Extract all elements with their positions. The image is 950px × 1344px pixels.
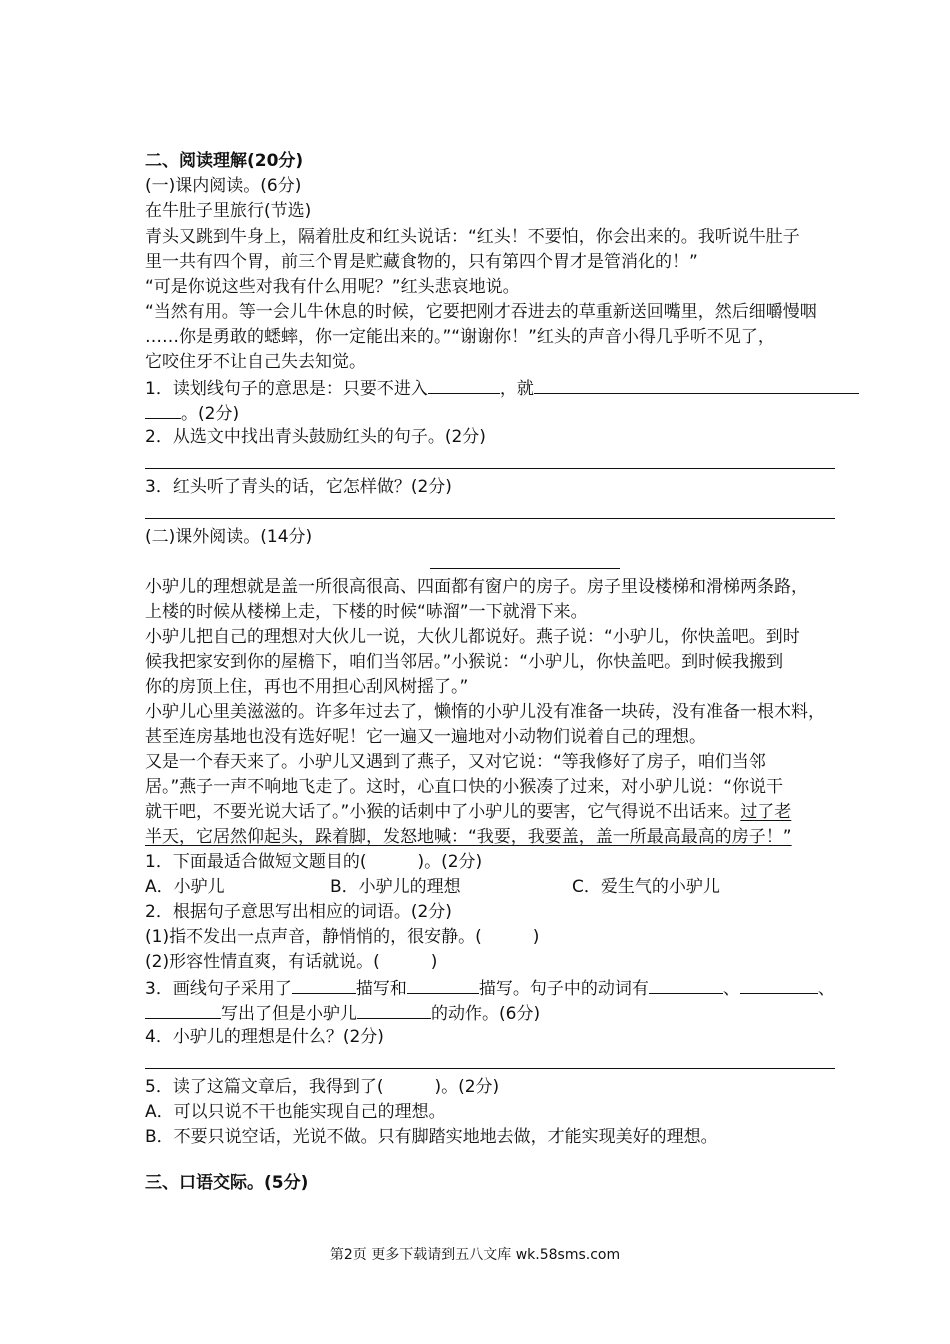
passage2-p2-line3: 你的房顶上住，再也不用担心刮风树摇了。” xyxy=(145,677,469,697)
passage2-p2-line2: 候我把家安到你的屋檐下，咱们当邻居。”小猴说：“小驴儿，你快盖吧。到时候我搬到 xyxy=(145,652,784,672)
passage2-p4-line1: 又是一个春天来了。小驴儿又遇到了燕子，又对它说：“等我修好了房子，咱们当邻 xyxy=(145,752,766,772)
part2-question2-item1: (1)指不发出一点声音，静悄悄的，很安静。( ) xyxy=(145,927,540,947)
underlined-sentence: 半天，它居然仰起头，跺着脚，发怒地喊：“我要，我要盖，盖一所最高最高的房子！” xyxy=(145,827,792,847)
answer-line[interactable] xyxy=(145,518,835,519)
part2-q3-text-d: 、 xyxy=(722,979,740,999)
part2-q1-option-a[interactable]: A．小驴儿 xyxy=(145,877,225,897)
answer-line[interactable] xyxy=(145,1068,835,1069)
page-footer: 第2页 更多下载请到五八文库 wk.58sms.com xyxy=(329,1247,621,1263)
part2-question2: 2．根据句子意思写出相应的词语。(2分) xyxy=(145,902,452,922)
passage2-p4-line3-text: 就干吧，不要光说大话了。”小猴的话刺中了小驴儿的要害，它气得说不出话来。 xyxy=(145,802,741,822)
part2-q3-text-f: 写出了但是小驴儿 xyxy=(221,1004,357,1024)
answer-blank[interactable] xyxy=(357,1001,431,1019)
passage1-para3-line3: 它咬住牙不让自己失去知觉。 xyxy=(145,352,366,372)
passage2-p2-line1: 小驴儿把自己的理想对大伙儿一说，大伙儿都说好。燕子说：“小驴儿，你快盖吧。到时 xyxy=(145,627,800,647)
part1-q1-text-c: 。(2分) xyxy=(181,404,240,424)
part2-question5: 5．读了这篇文章后，我得到了( )。(2分) xyxy=(145,1077,500,1097)
title-blank[interactable] xyxy=(430,568,620,569)
part1-q1-text-a: 1．读划线句子的意思是：只要不进入 xyxy=(145,379,428,399)
answer-blank[interactable] xyxy=(649,976,723,994)
part2-q3-text-a: 3．画线句子采用了 xyxy=(145,979,292,999)
passage1-para1-line2: 里一共有四个胃，前三个胃是贮藏食物的，只有第四个胃才是管消化的！” xyxy=(145,252,698,272)
part2-question1: 1．下面最适合做短文题目的( )。(2分) xyxy=(145,852,483,872)
passage2-p4-line3 xyxy=(145,801,791,823)
answer-blank[interactable] xyxy=(534,376,859,394)
part1-question1-cont xyxy=(145,401,239,425)
answer-blank[interactable] xyxy=(292,976,356,994)
passage1-para3-line1: “当然有用。等一会儿牛休息的时候，它要把刚才吞进去的草重新送回嘴里，然后细嚼慢咽 xyxy=(145,302,817,322)
part2-label: (二)课外阅读。(14分) xyxy=(145,527,313,547)
passage2-p1-line1: 小驴儿的理想就是盖一所很高很高、四面都有窗户的房子。房子里设楼梯和滑梯两条路， xyxy=(145,577,808,597)
part2-question3-cont xyxy=(145,1001,540,1025)
passage1-para3-line2: ……你是勇敢的蟋蟀，你一定能出来的。”“谢谢你！”红头的声音小得几乎听不见了， xyxy=(145,327,775,347)
part2-q3-text-b: 描写和 xyxy=(355,979,407,999)
part1-label: (一)课内阅读。(6分) xyxy=(145,176,302,196)
passage2-p1-line2: 上楼的时候从楼梯上走，下楼的时候“哧溜”一下就滑下来。 xyxy=(145,602,588,622)
passage2-p3-line2: 甚至连房基地也没有选好呢！它一遍又一遍地对小动物们说着自己的理想。 xyxy=(145,727,706,747)
part2-q1-option-c[interactable]: C．爱生气的小驴儿 xyxy=(572,877,720,897)
answer-blank[interactable] xyxy=(428,376,500,394)
section3-heading: 三、口语交际。(5分) xyxy=(145,1173,309,1193)
part2-q3-text-g: 的动作。(6分) xyxy=(431,1004,541,1024)
part2-question2-item2: (2)形容性情直爽，有话就说。( ) xyxy=(145,952,438,972)
passage1-para2: “可是你说这些对我有什么用呢？”红头悲哀地说。 xyxy=(145,277,520,297)
part1-question2: 2．从选文中找出青头鼓励红头的句子。(2分) xyxy=(145,427,486,447)
answer-blank[interactable] xyxy=(145,401,181,419)
part2-q3-text-c: 描写。句子中的动词有 xyxy=(478,979,649,999)
answer-line[interactable] xyxy=(145,468,835,469)
part1-q1-text-b: ，就 xyxy=(499,379,534,399)
underlined-sentence-start: 过了老 xyxy=(740,802,792,822)
passage2-p4-line2: 居。”燕子一声不响地飞走了。这时，心直口快的小猴凑了过来，对小驴儿说：“你说干 xyxy=(145,777,784,797)
answer-blank[interactable] xyxy=(145,1001,221,1019)
part2-q5-option-a[interactable]: A．可以只说不干也能实现自己的理想。 xyxy=(145,1102,446,1122)
passage1-para1-line1: 青头又跳到牛身上，隔着肚皮和红头说话：“红头！不要怕，你会出来的。我听说牛肚子 xyxy=(145,227,800,247)
answer-blank[interactable] xyxy=(407,976,479,994)
passage2-p3-line1: 小驴儿心里美滋滋的。许多年过去了，懒惰的小驴儿没有准备一块砖，没有准备一根木料， xyxy=(145,702,825,722)
section2-heading: 二、阅读理解(20分) xyxy=(145,151,304,171)
part2-question4: 4．小驴儿的理想是什么？(2分) xyxy=(145,1027,384,1047)
part1-question3: 3．红头听了青头的话，它怎样做？(2分) xyxy=(145,477,452,497)
part2-q1-option-b[interactable]: B．小驴儿的理想 xyxy=(330,877,461,897)
part1-question1 xyxy=(145,376,859,400)
part2-q5-option-b[interactable]: B．不要只说空话，光说不做。只有脚踏实地地去做，才能实现美好的理想。 xyxy=(145,1127,718,1147)
passage1-title: 在牛肚子里旅行(节选) xyxy=(145,201,312,221)
part2-question3 xyxy=(145,976,835,1000)
part2-q3-text-e: 、 xyxy=(817,979,835,999)
answer-blank[interactable] xyxy=(740,976,818,994)
